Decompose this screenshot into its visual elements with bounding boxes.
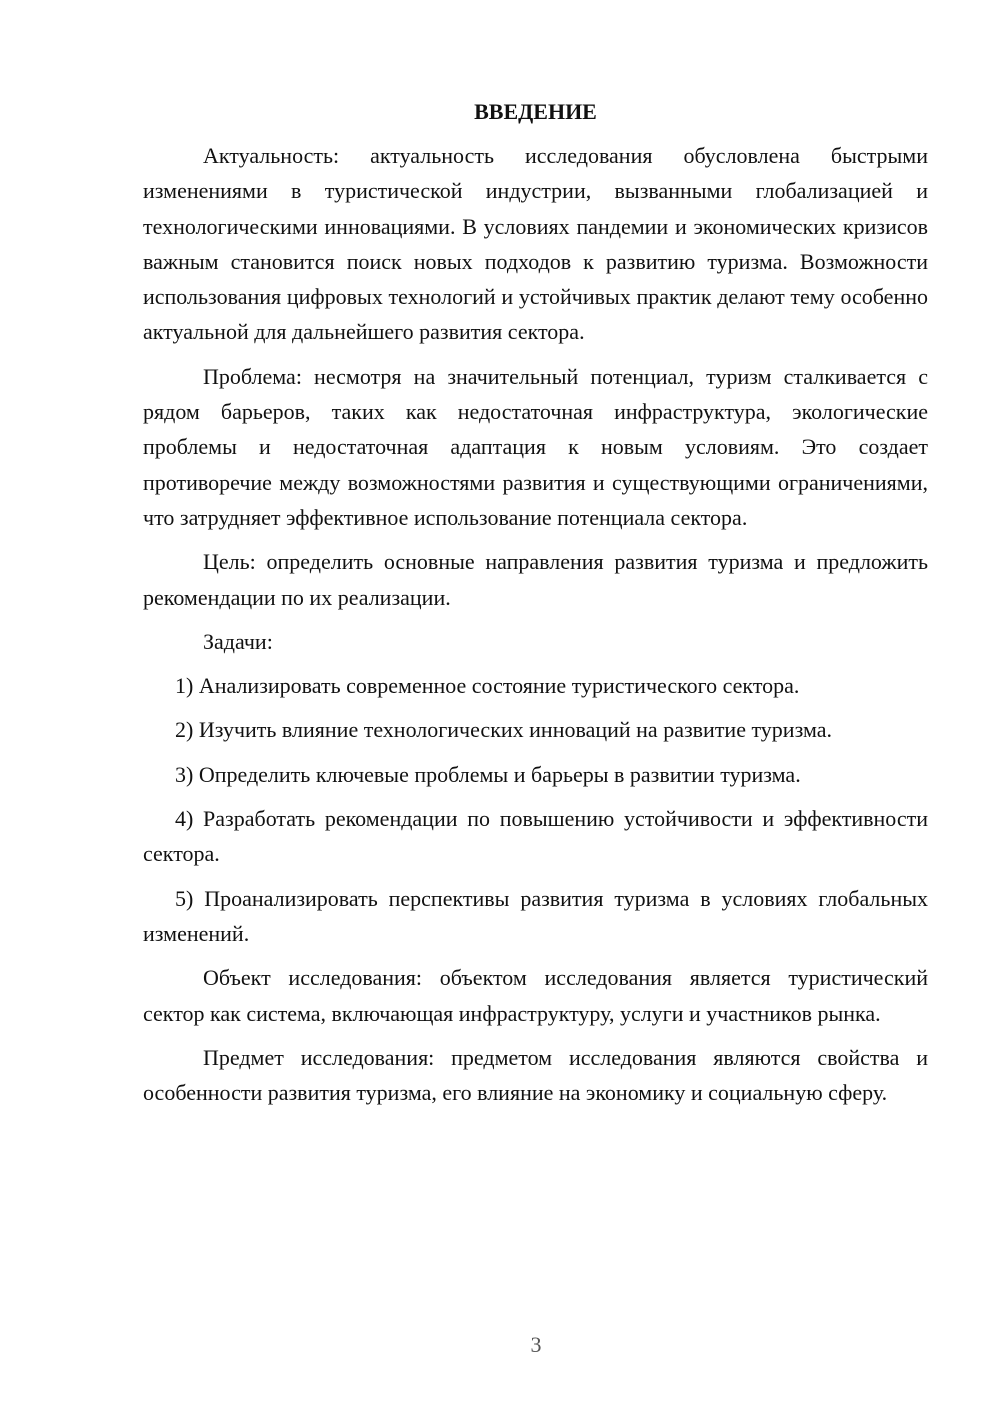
paragraph-problem: Проблема: несмотря на значительный потенциал, туризм сталкивается с рядом барьеров, таких как недостаточная инфраструктура, экологические проблемы и недостаточная адаптация к новым условиям. Это создает противоречие между возможностями развития и существующими ограничениями, что затрудняет эффективное использование потенциала сектора. bbox=[143, 363, 928, 530]
document-body bbox=[143, 94, 928, 1119]
page-title: ВВЕДЕНИЕ bbox=[474, 99, 597, 124]
paragraph-goal: Цель: определить основные направления развития туризма и предложить рекомендации по их реализации. bbox=[143, 549, 928, 610]
page-number: 3 bbox=[530, 1332, 542, 1357]
task-item-2: 2) Изучить влияние технологических инноваций на развитие туризма. bbox=[175, 717, 832, 743]
task-item-4: 4) Разработать рекомендации по повышению устойчивости и эффективности сектора. bbox=[143, 806, 928, 867]
paragraph-subject: Предмет исследования: предметом исследования являются свойства и особенности развития туризма, его влияние на экономику и социальную сферу. bbox=[143, 1044, 928, 1106]
paragraph-object: Объект исследования: объектом исследования является туристический сектор как система, включающая инфраструктуру, услуги и участников рынка. bbox=[143, 965, 928, 1026]
task-item-5: 5) Проанализировать перспективы развития туризма в условиях глобальных изменений. bbox=[143, 885, 928, 946]
paragraph-relevance: Актуальность: актуальность исследования обусловлена быстрыми изменениями в туристической индустрии, вызванными глобализацией и технологическими инновациями. В условиях пандемии и экономических кризисов важным становится поиск новых подходов к развитию туризма. Возможности использования цифровых технологий и устойчивых практик делают тему особенно актуальной для дальнейшего развития сектора. bbox=[143, 143, 928, 345]
task-item-1: 1) Анализировать современное состояние туристического сектора. bbox=[175, 673, 800, 699]
tasks-heading: Задачи: bbox=[203, 628, 273, 654]
task-item-3: 3) Определить ключевые проблемы и барьеры в развитии туризма. bbox=[175, 761, 801, 787]
